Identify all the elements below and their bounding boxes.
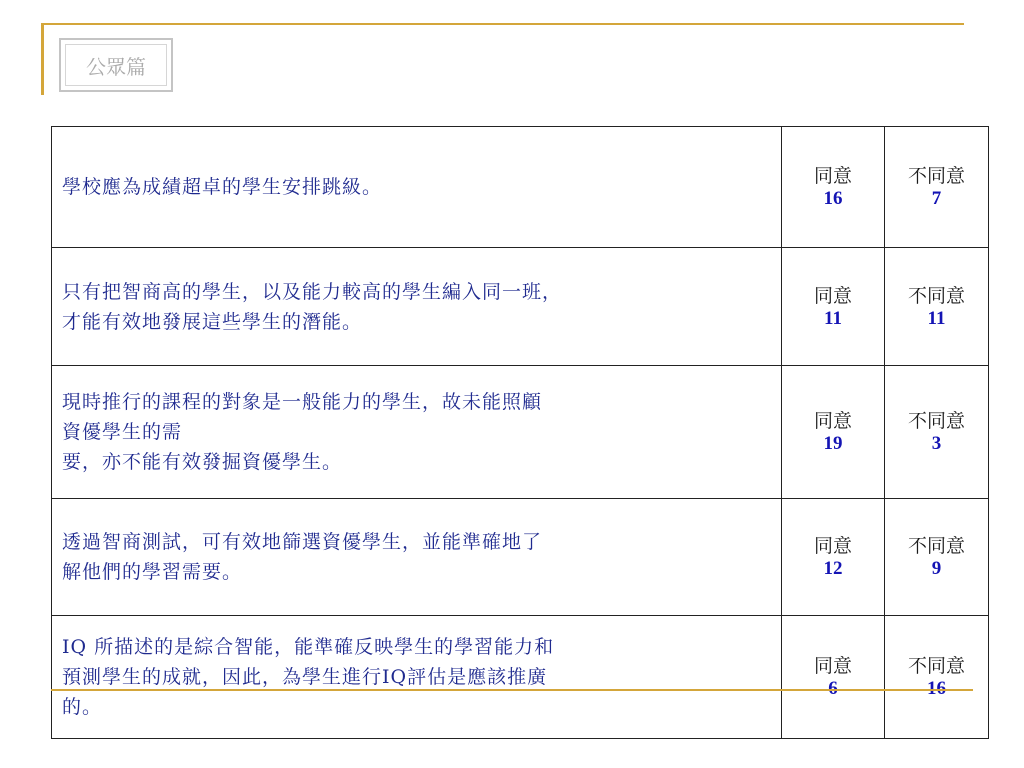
bottom-accent-rule [51,689,973,691]
agree-count: 12 [823,558,843,579]
disagree-label: 不同意 [907,165,965,187]
statement-cell [52,248,782,366]
agree-count: 19 [823,433,843,454]
statement-line: IQ 所描述的是綜合智能，能準確反映學生的學習能力和 [62,636,555,658]
disagree-label: 不同意 [907,410,965,432]
disagree-label: 不同意 [907,535,965,557]
disagree-cell [885,248,989,366]
top-accent-rule [43,23,964,25]
survey-table [51,126,989,739]
agree-label: 同意 [813,165,852,187]
survey-row [52,366,989,499]
statement-line: 才能有效地發展這些學生的潛能。 [62,310,363,333]
disagree-cell [885,616,989,739]
survey-row [52,248,989,366]
agree-label: 同意 [813,655,852,677]
agree-cell [782,499,885,616]
disagree-cell [885,366,989,499]
agree-label: 同意 [813,284,852,307]
agree-cell [782,127,885,248]
statement-cell [52,499,782,616]
disagree-cell [885,127,989,248]
disagree-cell [885,499,989,616]
statement-line: 只有把智商高的學生，以及能力較高的學生編入同一班， [62,280,563,303]
statement-line: 現時推行的課程的對象是一般能力的學生，故未能照顧 [62,391,543,413]
agree-label: 同意 [813,410,852,432]
slide-title: 公眾篇 [65,44,167,86]
disagree-count: 7 [931,188,942,209]
slide-title-box [59,38,173,92]
statement-line: 的。 [62,696,103,718]
disagree-count: 11 [927,307,946,329]
agree-count: 11 [824,307,842,329]
agree-cell [782,616,885,739]
statement-cell [52,127,782,248]
statement-line: 透過智商測試，可有效地篩選資優學生，並能準確地了 [62,531,543,553]
survey-row [52,127,989,248]
statement-cell [52,366,782,499]
disagree-label: 不同意 [907,655,965,677]
agree-count: 16 [823,188,843,209]
survey-row [52,616,989,739]
statement-line: 資優學生的需 [62,421,183,443]
statement-line: 解他們的學習需要。 [62,561,243,583]
left-accent-rule [41,23,44,95]
statement-line: 學校應為成績超卓的學生安排跳級。 [62,176,383,198]
agree-label: 同意 [813,535,852,557]
agree-cell [782,248,885,366]
disagree-count: 3 [931,433,942,454]
disagree-count: 9 [931,558,942,579]
statement-line: 要，亦不能有效發掘資優學生。 [62,451,343,473]
disagree-label: 不同意 [907,284,965,307]
agree-cell [782,366,885,499]
survey-row [52,499,989,616]
statement-cell [52,616,782,739]
statement-line: 預測學生的成就，因此，為學生進行IQ評估是應該推廣 [62,666,548,688]
